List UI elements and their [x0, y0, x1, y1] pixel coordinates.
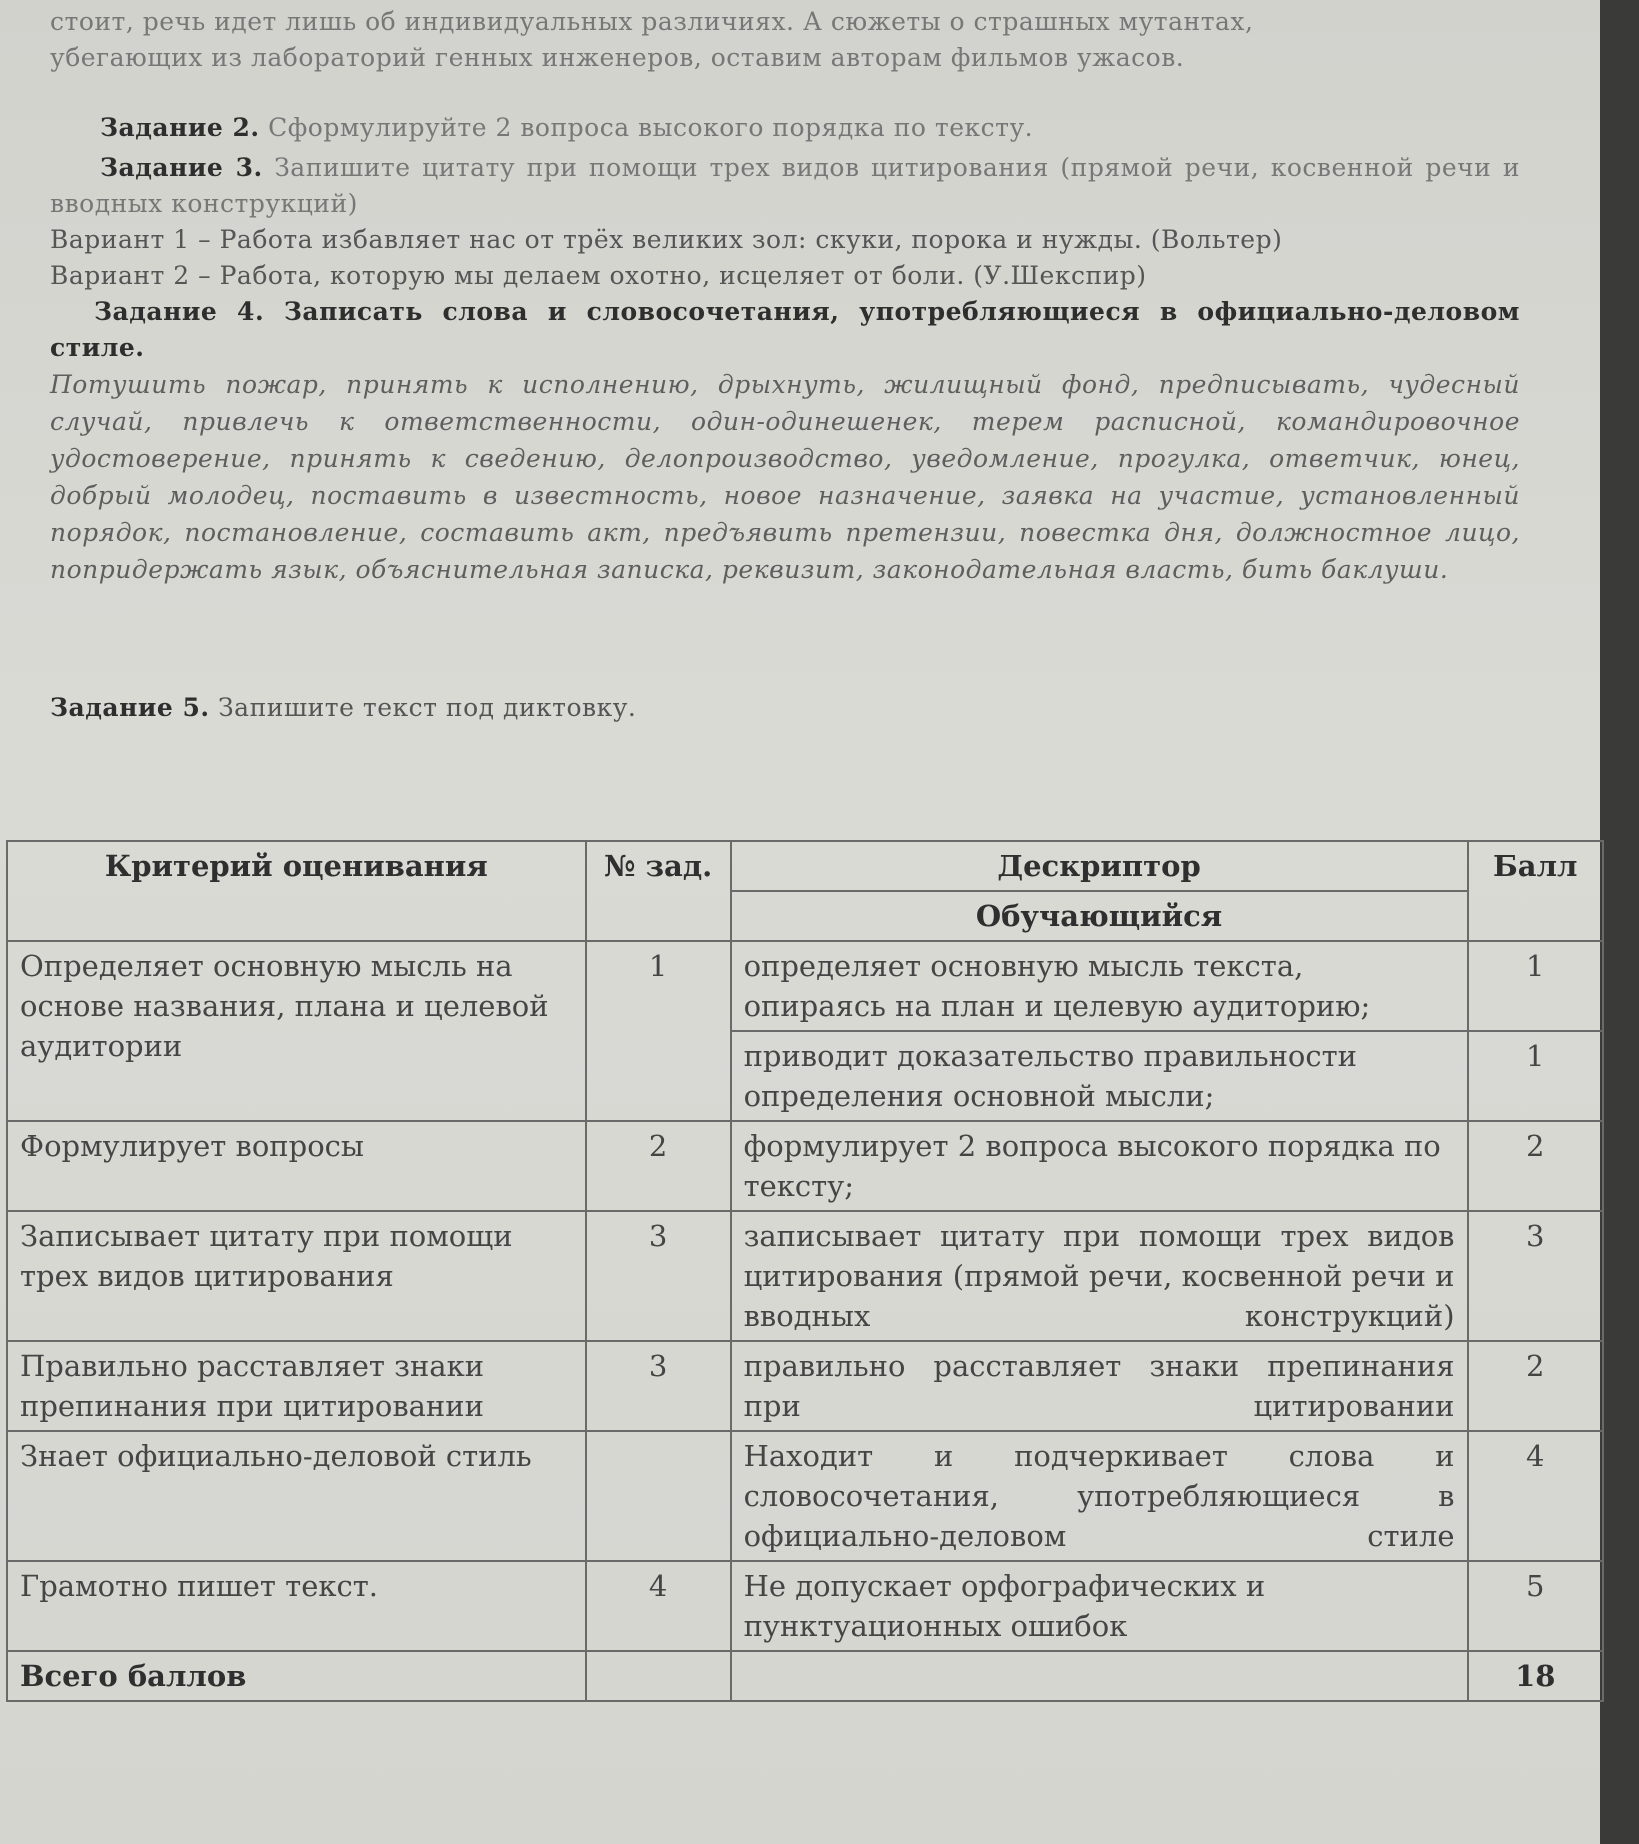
cell-score: 2	[1468, 1121, 1603, 1211]
cell-score: 1	[1468, 1031, 1603, 1121]
cell-descriptor: записывает цитату при помощи трех видов цитирования (прямой речи, косвенной речи и вводных конструкций)	[731, 1211, 1468, 1341]
table-header-row	[7, 841, 1603, 891]
total-label: Всего баллов	[7, 1651, 586, 1701]
header-score: Балл	[1468, 841, 1603, 941]
task-4-words: Потушить пожар, принять к исполнению, дрыхнуть, жилищный фонд, предписывать, чудесный случай, привлечь к ответственности, один-одинешенек, терем расписной, командировочное удостоверение, принять к сведению, делопроизводство, уведомление, прогулка, ответчик, юнец, добрый молодец, поставить в известность, новое назначение, заявка на участие, установленный порядок, постановление, составить акт, предъявить претензии, повестка дня, должностное лицо, попридержать язык, объяснительная записка, реквизит, законодательная власть, бить баклуши.	[50, 370, 1520, 584]
cell-score: 5	[1468, 1561, 1603, 1651]
cell-criterion: Знает официально-деловой стиль	[7, 1431, 586, 1561]
table-row	[7, 1121, 1603, 1211]
cell-task-no: 3	[586, 1211, 731, 1341]
header-task-no: № зад.	[586, 841, 731, 941]
cell-score: 4	[1468, 1431, 1603, 1561]
cell-task-no: 1	[586, 941, 731, 1121]
cell-score: 2	[1468, 1341, 1603, 1431]
cell-criterion: Грамотно пишет текст.	[7, 1561, 586, 1651]
cell-score: 1	[1468, 941, 1603, 1031]
cell-criterion: Записывает цитату при помощи трех видов цитирования	[7, 1211, 586, 1341]
task-3-variant-1: Вариант 1 – Работа избавляет нас от трёх великих зол: скуки, порока и нужды. (Вольтер)	[50, 225, 1283, 254]
header-criterion: Критерий оценивания	[7, 841, 586, 941]
cell-descriptor: Находит и подчеркивает слова и словосочетания, употребляющиеся в официально-деловом стиле	[731, 1431, 1468, 1561]
table-row	[7, 1341, 1603, 1431]
cell-task-no	[586, 1431, 731, 1561]
cell-criterion: Правильно расставляет знаки препинания при цитировании	[7, 1341, 586, 1431]
task-3-label: Задание 3.	[100, 153, 263, 182]
table-row	[7, 1211, 1603, 1341]
total-value: 18	[1468, 1651, 1603, 1701]
task-2-text: Сформулируйте 2 вопроса высокого порядка по тексту.	[268, 113, 1034, 142]
table-row	[7, 1561, 1603, 1651]
task-4-label: Задание 4. Записать слова и словосочетания, употребляющиеся в официально-деловом стиле.	[50, 297, 1520, 362]
intro-paragraph	[50, 4, 1520, 76]
cell-task-no: 4	[586, 1561, 731, 1651]
header-student: Обучающийся	[731, 891, 1468, 941]
cell-task-no: 3	[586, 1341, 731, 1431]
task-2	[50, 110, 1520, 146]
task-3	[50, 150, 1520, 294]
cell-criterion: Формулирует вопросы	[7, 1121, 586, 1211]
task-5	[50, 690, 1520, 726]
table-row	[7, 1431, 1603, 1561]
total-empty-cell	[586, 1651, 731, 1701]
task-3-text: Запишите цитату при помощи трех видов цитирования (прямой речи, косвенной речи и вводных конструкций)	[50, 153, 1520, 218]
table-row	[7, 941, 1603, 1031]
page-edge-shadow	[1600, 0, 1639, 1844]
cell-descriptor: правильно расставляет знаки препинания при цитировании	[731, 1341, 1468, 1431]
task-5-label: Задание 5.	[50, 693, 210, 722]
grading-table	[6, 840, 1604, 1702]
cell-criterion: Определяет основную мысль на основе названия, плана и целевой аудитории	[7, 941, 586, 1121]
cell-score: 3	[1468, 1211, 1603, 1341]
table-total-row	[7, 1651, 1603, 1701]
cell-descriptor: определяет основную мысль текста, опираясь на план и целевую аудиторию;	[731, 941, 1468, 1031]
cell-descriptor: приводит доказательство правильности определения основной мысли;	[731, 1031, 1468, 1121]
task-2-label: Задание 2.	[100, 113, 260, 142]
cell-task-no: 2	[586, 1121, 731, 1211]
total-empty-cell	[731, 1651, 1468, 1701]
task-4	[50, 294, 1520, 588]
task-5-text: Запишите текст под диктовку.	[218, 693, 637, 722]
cell-descriptor: формулирует 2 вопроса высокого порядка по тексту;	[731, 1121, 1468, 1211]
cell-descriptor: Не допускает орфографических и пунктуационных ошибок	[731, 1561, 1468, 1651]
intro-line-1: стоит, речь идет лишь об индивидуальных различиях. А сюжеты о страшных мутантах,	[50, 7, 1254, 36]
intro-line-2: убегающих из лабораторий генных инженеров, оставим авторам фильмов ужасов.	[50, 43, 1185, 72]
task-3-variant-2: Вариант 2 – Работа, которую мы делаем охотно, исцеляет от боли. (У.Шекспир)	[50, 261, 1147, 290]
header-descriptor: Дескриптор	[731, 841, 1468, 891]
